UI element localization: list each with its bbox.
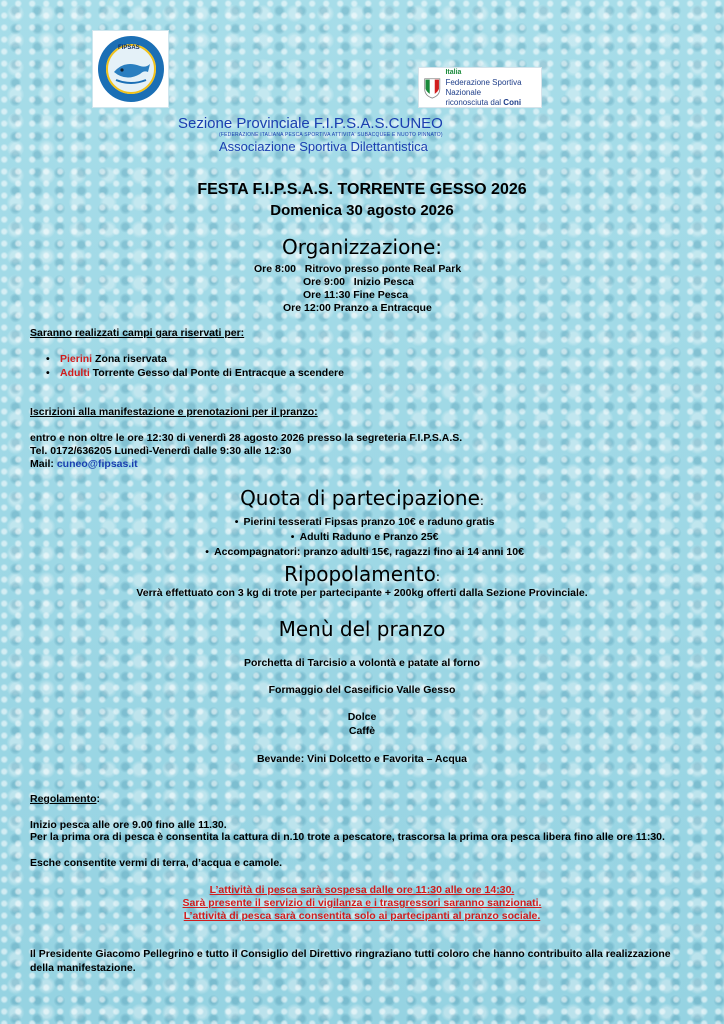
list-item: • Adulti Torrente Gesso dal Ponte di Entracque a scendere [46, 366, 344, 380]
menu-item-porchetta: Porchetta di Tarcisio a volontà e patate al forno [243, 657, 481, 669]
org-line-2: Ore 9:00 Inizio Pesca [303, 276, 414, 288]
iscrizioni-line-1: entro e non oltre le ore 12:30 di venerdì 28 agosto 2026 presso la segreteria F.I.P.S.A.S. [30, 432, 463, 444]
ripopolamento-text: Verrà effettuato con 3 kg di trote per partecipante + 200kg offerti dalla Sezione Provinciale. [136, 587, 588, 599]
iscrizioni-line-2: Tel. 0172/636205 Lunedì-Venerdì dalle 9:30 alle 12:30 [30, 445, 292, 457]
menu-heading: Menù del pranzo [278, 617, 446, 641]
list-item: • Accompagnatori: pranzo adulti 15€, ragazzi fino ai 14 anni 10€ [0, 545, 724, 560]
list-item: • Pierini tesserati Fipsas pranzo 10€ e raduno gratis [0, 515, 724, 530]
organizzazione-heading: Organizzazione: [281, 235, 443, 259]
associazione: Associazione Sportiva Dilettantistica [219, 139, 428, 154]
coni-italia: Italia [445, 68, 462, 76]
regolamento-line-2: Per la prima ora di pesca è consentita la cattura di n.10 trote a pescatore, trascorsa la prima ora pesca libera fino alle ore 11:30. [30, 831, 665, 843]
menu-item-bevande: Bevande: Vini Dolcetto e Favorita – Acqua [256, 753, 468, 765]
avviso-sospensione: L’attività di pesca sarà sospesa dalle ore 11:30 alle ore 14:30. [209, 884, 515, 896]
list-item: • Adulti Raduno e Pranzo 25€ [0, 530, 724, 545]
event-title: FESTA F.I.P.S.A.S. TORRENTE GESSO 2026 [197, 181, 527, 198]
federazione-fullname: (FEDERAZIONE ITALIANA PESCA SPORTIVA ATTIVITA' SUBACQUEE E NUOTO PINNATO) [219, 132, 443, 138]
fipsas-logo [92, 30, 169, 108]
avviso-vigilanza: Sarà presente il servizio di vigilanza e i trasgressori saranno sanzionati. [182, 897, 542, 909]
avviso-partecipanti: L’attività di pesca sarà consentita solo ai partecipanti al pranzo sociale. [183, 910, 541, 922]
coni-logo [418, 67, 542, 108]
ripopolamento-heading: Ripopolamento: [284, 562, 440, 586]
iscrizioni-heading: Iscrizioni alla manifestazione e prenotazioni per il pranzo: [30, 406, 318, 418]
coni-federazione: Federazione Sportiva Nazionale [445, 77, 522, 97]
fipsas-logo-text: FIPSAS [118, 45, 140, 51]
iscrizioni-mail-row: Mail: cuneo@fipsas.it [30, 458, 138, 470]
regolamento-line-3: Esche consentite vermi di terra, d’acqua e camole. [30, 857, 283, 869]
regolamento-line-1: Inizio pesca alle ore 9.00 fino alle 11.30. [30, 819, 227, 831]
coni-riconosciuta: riconosciuta dal Coni [445, 97, 522, 107]
org-line-3: Ore 11:30 Fine Pesca [303, 289, 409, 301]
menu-item-caffe: Caffè [348, 725, 376, 737]
quota-list [0, 515, 724, 560]
org-line-4: Ore 12:00 Pranzo a Entracque [283, 302, 432, 314]
regolamento-heading: Regolamento: [30, 793, 101, 805]
event-date: Domenica 30 agosto 2026 [270, 202, 454, 219]
menu-item-dolce: Dolce [347, 711, 377, 723]
menu-item-formaggio: Formaggio del Caseificio Valle Gesso [268, 684, 456, 696]
mail-link[interactable]: cuneo@fipsas.it [56, 458, 138, 470]
quota-heading: Quota di partecipazione: [240, 486, 484, 510]
sezione-provinciale: Sezione Provinciale F.I.P.S.A.S.CUNEO [178, 115, 443, 132]
org-line-1: Ore 8:00 Ritrovo presso ponte Real Park [254, 263, 462, 275]
campi-heading: Saranno realizzati campi gara riservati per: [30, 327, 245, 339]
campi-list [46, 352, 344, 380]
chiusura-text: Il Presidente Giacomo Pellegrino e tutto il Consiglio del Direttivo ringraziano tutti coloro che hanno contribuito alla realizzazione della manifestazione. [30, 948, 671, 974]
italy-shield-icon [423, 75, 441, 101]
list-item: • Pierini Zona riservata [46, 352, 344, 366]
coni-logo-text [445, 68, 541, 108]
